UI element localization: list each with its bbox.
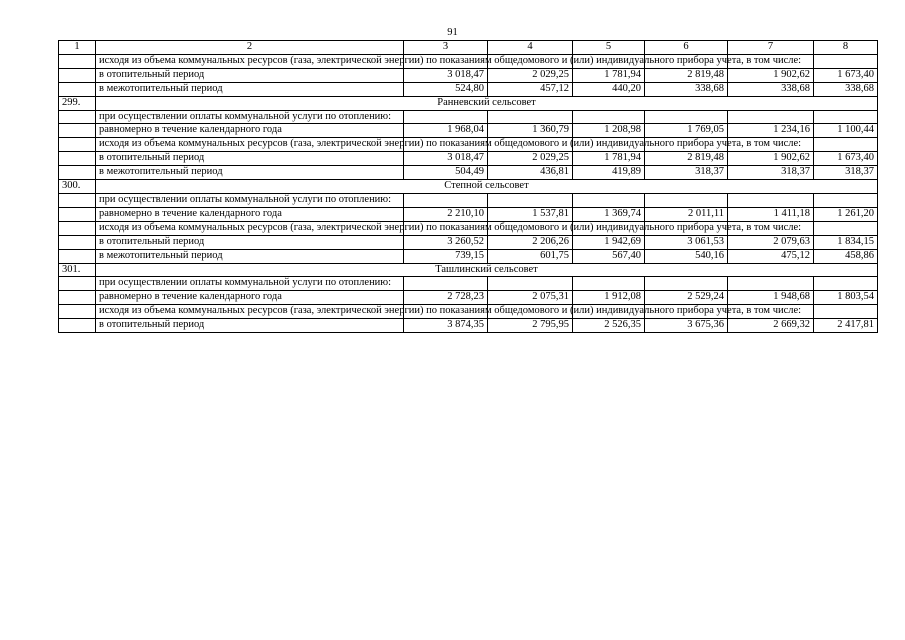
value-cell-col-7: 475,12: [728, 249, 814, 263]
column-number-header: 4: [488, 41, 573, 55]
value-cell-col-3: 3 018,47: [404, 152, 488, 166]
table-row: [59, 124, 878, 138]
value-cell-col-5: 567,40: [573, 249, 645, 263]
row-number-cell: [59, 110, 96, 124]
value-cell-col-4: [488, 277, 573, 291]
value-cell-col-5: 1 781,94: [573, 68, 645, 82]
row-description: при осуществлении оплаты коммунальной услуги по отоплению:: [96, 193, 404, 207]
row-number-cell: [59, 207, 96, 221]
section-title: Ранневский сельсовет: [96, 96, 878, 110]
table-row: [59, 291, 878, 305]
value-cell-col-6: 2 819,48: [645, 152, 728, 166]
row-number-cell: [59, 152, 96, 166]
row-number-cell: [59, 249, 96, 263]
row-description: исходя из объема коммунальных ресурсов (газа, электрической энергии) по показаниям общедомового и (или) индивидуального прибора учета, в том числе:: [96, 305, 404, 319]
table-row: [59, 305, 878, 319]
value-cell-col-3: 524,80: [404, 82, 488, 96]
table-row: [59, 207, 878, 221]
section-header-row: [59, 96, 878, 110]
value-cell-col-6: 540,16: [645, 249, 728, 263]
value-cell-col-7: 2 079,63: [728, 235, 814, 249]
table-row: [59, 277, 878, 291]
value-cell-col-4: 2 075,31: [488, 291, 573, 305]
value-cell-col-6: 338,68: [645, 82, 728, 96]
value-cell-col-5: [573, 277, 645, 291]
table-row: [59, 166, 878, 180]
value-cell-col-6: [645, 193, 728, 207]
table-row: [59, 193, 878, 207]
row-description: равномерно в течение календарного года: [96, 291, 404, 305]
value-cell-col-8: [814, 110, 878, 124]
value-cell-col-3: 739,15: [404, 249, 488, 263]
value-cell-col-3: [404, 110, 488, 124]
column-number-header: 7: [728, 41, 814, 55]
value-cell-col-6: [645, 110, 728, 124]
value-cell-col-6: 1 769,05: [645, 124, 728, 138]
value-cell-col-3: [404, 193, 488, 207]
row-description: в отопительный период: [96, 319, 404, 333]
row-number-cell: [59, 305, 96, 319]
value-cell-col-5: [573, 193, 645, 207]
row-number-cell: [59, 319, 96, 333]
value-cell-col-8: 1 673,40: [814, 68, 878, 82]
value-cell-col-6: 2 529,24: [645, 291, 728, 305]
column-number-header: 5: [573, 41, 645, 55]
value-cell-col-3: 2 728,23: [404, 291, 488, 305]
tariff-table: [58, 40, 878, 333]
section-title: Ташлинский сельсовет: [96, 263, 878, 277]
row-number-cell: [59, 124, 96, 138]
value-cell-col-7: 1 902,62: [728, 68, 814, 82]
section-header-row: [59, 263, 878, 277]
row-number-cell: [59, 68, 96, 82]
value-cell-col-6: [645, 277, 728, 291]
row-number-cell: [59, 291, 96, 305]
row-number-cell: [59, 193, 96, 207]
row-number-cell: [59, 166, 96, 180]
section-header-row: [59, 180, 878, 194]
value-cell-col-8: [814, 305, 878, 319]
value-cell-col-7: 1 411,18: [728, 207, 814, 221]
value-cell-col-5: 1 208,98: [573, 124, 645, 138]
column-number-header-row: [59, 41, 878, 55]
value-cell-col-7: 338,68: [728, 82, 814, 96]
row-number-cell: [59, 221, 96, 235]
table-row: [59, 235, 878, 249]
value-cell-col-5: 1 781,94: [573, 152, 645, 166]
table-row: [59, 54, 878, 68]
value-cell-col-8: [814, 138, 878, 152]
value-cell-col-6: 3 675,36: [645, 319, 728, 333]
value-cell-col-8: 1 834,15: [814, 235, 878, 249]
value-cell-col-4: 1 537,81: [488, 207, 573, 221]
value-cell-col-7: [728, 277, 814, 291]
row-description: в межотопительный период: [96, 82, 404, 96]
row-description: при осуществлении оплаты коммунальной услуги по отоплению:: [96, 277, 404, 291]
value-cell-col-3: 3 260,52: [404, 235, 488, 249]
section-number: 299.: [59, 96, 96, 110]
section-number: 300.: [59, 180, 96, 194]
table-row: [59, 319, 878, 333]
column-number-header: 2: [96, 41, 404, 55]
value-cell-col-5: 1 942,69: [573, 235, 645, 249]
row-number-cell: [59, 138, 96, 152]
table-row: [59, 68, 878, 82]
table-row: [59, 82, 878, 96]
column-number-header: 3: [404, 41, 488, 55]
value-cell-col-5: 440,20: [573, 82, 645, 96]
value-cell-col-4: 2 206,26: [488, 235, 573, 249]
value-cell-col-8: [814, 221, 878, 235]
value-cell-col-3: 2 210,10: [404, 207, 488, 221]
value-cell-col-8: 1 803,54: [814, 291, 878, 305]
row-description: в отопительный период: [96, 235, 404, 249]
value-cell-col-5: 419,89: [573, 166, 645, 180]
value-cell-col-6: 2 819,48: [645, 68, 728, 82]
value-cell-col-6: 318,37: [645, 166, 728, 180]
value-cell-col-7: 2 669,32: [728, 319, 814, 333]
row-description: при осуществлении оплаты коммунальной услуги по отоплению:: [96, 110, 404, 124]
value-cell-col-6: 3 061,53: [645, 235, 728, 249]
value-cell-col-4: 2 029,25: [488, 152, 573, 166]
row-description: равномерно в течение календарного года: [96, 124, 404, 138]
row-number-cell: [59, 277, 96, 291]
row-number-cell: [59, 235, 96, 249]
section-title: Степной сельсовет: [96, 180, 878, 194]
value-cell-col-6: 2 011,11: [645, 207, 728, 221]
row-description: в межотопительный период: [96, 249, 404, 263]
table-row: [59, 138, 878, 152]
row-description: в отопительный период: [96, 152, 404, 166]
value-cell-col-8: 1 673,40: [814, 152, 878, 166]
value-cell-col-4: 601,75: [488, 249, 573, 263]
page-number: 91: [447, 27, 458, 38]
value-cell-col-4: 2 795,95: [488, 319, 573, 333]
value-cell-col-3: 3 874,35: [404, 319, 488, 333]
row-description: исходя из объема коммунальных ресурсов (газа, электрической энергии) по показаниям общедомового и (или) индивидуального прибора учета, в том числе:: [96, 221, 404, 235]
row-description: равномерно в течение календарного года: [96, 207, 404, 221]
value-cell-col-5: 2 526,35: [573, 319, 645, 333]
value-cell-col-4: [488, 193, 573, 207]
value-cell-col-8: [814, 277, 878, 291]
value-cell-col-8: 338,68: [814, 82, 878, 96]
value-cell-col-8: [814, 54, 878, 68]
value-cell-col-5: 1 912,08: [573, 291, 645, 305]
table-row: [59, 152, 878, 166]
value-cell-col-5: 1 369,74: [573, 207, 645, 221]
value-cell-col-7: 1 948,68: [728, 291, 814, 305]
row-number-cell: [59, 54, 96, 68]
column-number-header: 6: [645, 41, 728, 55]
value-cell-col-3: [404, 277, 488, 291]
value-cell-col-7: [728, 193, 814, 207]
value-cell-col-4: 2 029,25: [488, 68, 573, 82]
value-cell-col-4: 436,81: [488, 166, 573, 180]
value-cell-col-3: 3 018,47: [404, 68, 488, 82]
value-cell-col-8: 2 417,81: [814, 319, 878, 333]
value-cell-col-5: [573, 110, 645, 124]
table-row: [59, 221, 878, 235]
row-description: в отопительный период: [96, 68, 404, 82]
row-description: исходя из объема коммунальных ресурсов (газа, электрической энергии) по показаниям общедомового и (или) индивидуального прибора учета, в том числе:: [96, 138, 404, 152]
value-cell-col-8: 1 261,20: [814, 207, 878, 221]
value-cell-col-7: 1 902,62: [728, 152, 814, 166]
value-cell-col-4: 1 360,79: [488, 124, 573, 138]
value-cell-col-8: [814, 193, 878, 207]
value-cell-col-7: 1 234,16: [728, 124, 814, 138]
value-cell-col-8: 318,37: [814, 166, 878, 180]
value-cell-col-8: 458,86: [814, 249, 878, 263]
value-cell-col-4: [488, 110, 573, 124]
section-number: 301.: [59, 263, 96, 277]
value-cell-col-3: 1 968,04: [404, 124, 488, 138]
value-cell-col-4: 457,12: [488, 82, 573, 96]
column-number-header: 8: [814, 41, 878, 55]
row-description: в межотопительный период: [96, 166, 404, 180]
value-cell-col-7: [728, 110, 814, 124]
table-row: [59, 249, 878, 263]
row-description: исходя из объема коммунальных ресурсов (газа, электрической энергии) по показаниям общедомового и (или) индивидуального прибора учета, в том числе:: [96, 54, 404, 68]
row-number-cell: [59, 82, 96, 96]
table-row: [59, 110, 878, 124]
value-cell-col-7: 318,37: [728, 166, 814, 180]
value-cell-col-8: 1 100,44: [814, 124, 878, 138]
value-cell-col-3: 504,49: [404, 166, 488, 180]
column-number-header: 1: [59, 41, 96, 55]
